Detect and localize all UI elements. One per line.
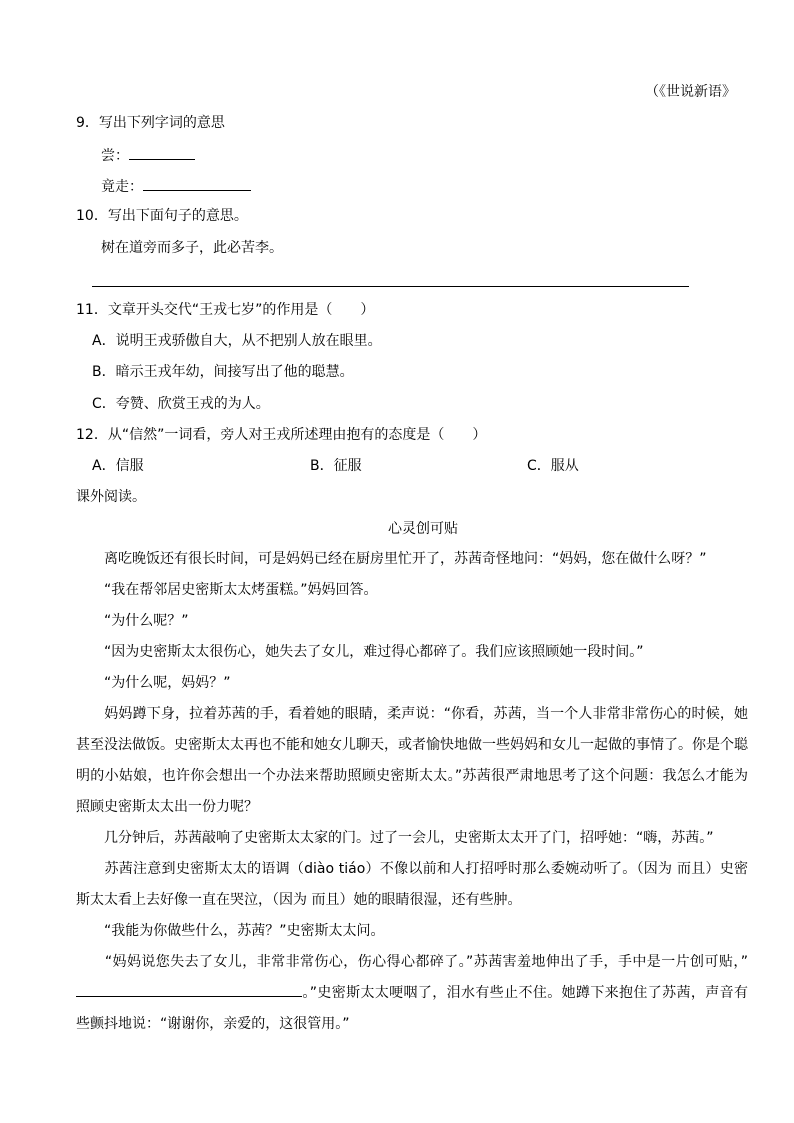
passage-paragraph-2: “我在帮邻居史密斯太太烤蛋糕。”妈妈回答。 [76, 582, 378, 598]
passage-paragraph-1: 离吃晚饭还有很长时间，可是妈妈已经在厨房里忙开了，苏茜奇怪地问：“妈妈，您在做什么呀？” [76, 551, 707, 567]
reading-intro: 课外阅读。 [76, 489, 146, 505]
passage-paragraph-10 [76, 947, 748, 1040]
question-10-sentence: 树在道旁而多子，此必苦李。 [101, 240, 283, 256]
passage-paragraph-9: “我能为你做些什么，苏茜？”史密斯太太问。 [76, 923, 385, 939]
passage-paragraph-4: “因为史密斯太太很伤心，她失去了女儿，难过得心都碎了。我们应该照顾她一段时间。” [76, 644, 644, 660]
question-11-option-b[interactable]: B．暗示王戎年幼，间接写出了他的聪慧。 [92, 364, 354, 380]
answer-blank[interactable] [76, 982, 302, 997]
word-label: 尝： [101, 148, 129, 164]
question-12-option-a[interactable]: A．信服 [92, 458, 144, 474]
question-10-title: 10．写出下面句子的意思。 [76, 208, 248, 224]
source-citation: （《世说新语》 [645, 84, 736, 100]
passage-paragraph-8: 苏茜注意到史密斯太太的语调（diào tiáo）不像以前和人打招呼时那么委婉动听了。（因为 而且）史密斯太太看上去好像一直在哭泣，（因为 而且）她的眼睛很湿，还有些肿。 [76, 861, 748, 908]
question-9-title: 9．写出下列字词的意思 [76, 115, 225, 131]
answer-blank[interactable] [143, 176, 251, 191]
question-12-option-b[interactable]: B．征服 [310, 458, 362, 474]
question-9-item-2 [101, 176, 251, 197]
answer-blank[interactable] [129, 145, 195, 160]
question-11-option-a[interactable]: A．说明王戎骄傲自大，从不把别人放在眼里。 [92, 333, 382, 349]
question-12-option-c[interactable]: C．服从 [527, 458, 579, 474]
passage-paragraph-7: 几分钟后，苏茜敲响了史密斯太太家的门。过了一会儿，史密斯太太开了门，招呼她：“嗨，苏茜。” [76, 830, 714, 846]
paragraph-10-end: 。”史密斯太太哽咽了，泪水有些止不住。她蹲下来抱住了苏茜，声音有些颤抖地说：“谢谢你，亲爱的，这很管用。” [76, 985, 748, 1032]
question-11-option-c[interactable]: C．夸赞、欣赏王戎的为人。 [92, 396, 270, 412]
question-9-item-1 [101, 145, 195, 166]
question-11-title: 11．文章开头交代“王戎七岁”的作用是（ ） [76, 302, 375, 318]
passage-paragraph-5: “为什么呢，妈妈？” [76, 675, 231, 691]
passage-title: 心灵创可贴 [388, 521, 458, 537]
word-label: 竟走： [101, 179, 143, 195]
paragraph-10-start: “妈妈说您失去了女儿，非常非常伤心，伤心得心都碎了。”苏茜害羞地伸出了手，手中是一片创可贴，” [76, 954, 748, 970]
passage-paragraph-6: 妈妈蹲下身，拉着苏茜的手，看着她的眼睛，柔声说：“你看，苏茜，当一个人非常非常伤心的时候，她甚至没法做饭。史密斯太太再也不能和她女儿聊天，或者愉快地做一些妈妈和女儿一起做的事情了。你是个聪明的小姑娘，也许你会想出一个办法来帮助照顾史密斯太太。”苏茜很严肃地思考了这个问题：我怎么才能为照顾史密斯太太出一份力呢？ [76, 706, 748, 815]
question-12-title: 12．从“信然”一词看，旁人对王戎所述理由抱有的态度是（ ） [76, 427, 487, 443]
passage-paragraph-3: “为什么呢？” [76, 613, 189, 629]
answer-line[interactable] [92, 286, 689, 287]
